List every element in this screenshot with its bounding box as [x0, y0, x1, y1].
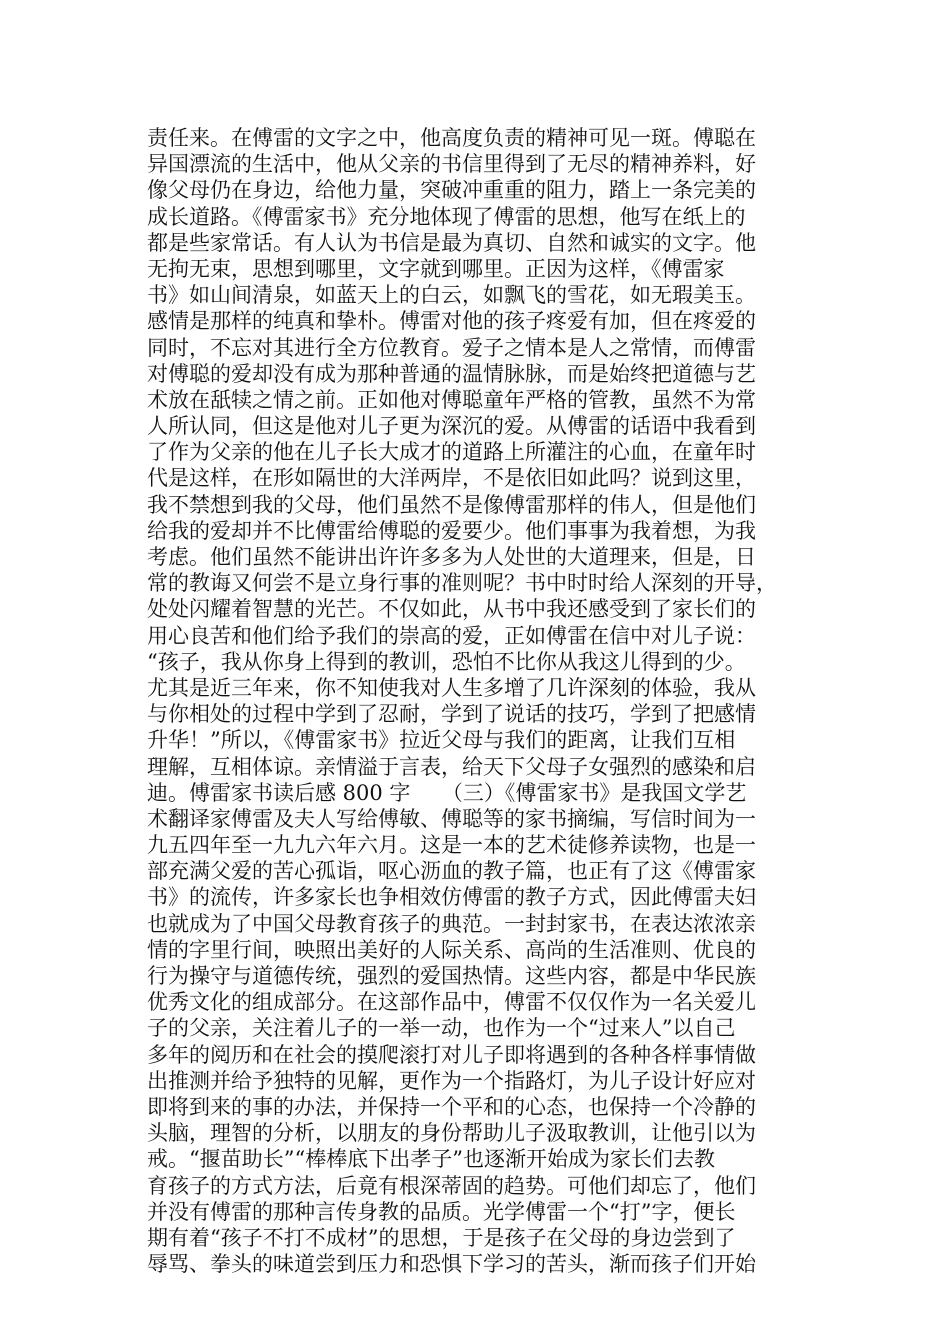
text-line: 迪。傅雷家书读后感 800 字 （三）《傅雷家书》是我国文学艺	[147, 780, 747, 805]
text-line: 出推测并给予独特的见解，更作为一个指路灯，为儿子设计好应对	[147, 1068, 756, 1093]
text-line: 我不禁想到我的父母，他们虽然不是像傅雷那样的伟人，但是他们	[147, 492, 756, 517]
text-line: 期有着“孩子不打不成材”的思想，于是孩子在父母的身边尝到了	[147, 1225, 736, 1250]
text-line: 头脑，理智的分析，以朋友的身份帮助儿子汲取教训，让他引以为	[147, 1121, 756, 1146]
text-line: 与你相处的过程中学到了忍耐，学到了说话的技巧，学到了把感情	[147, 702, 756, 727]
text-line: 理解，互相体谅。亲情溢于言表，给天下父母子女强烈的感染和启	[147, 754, 756, 779]
text-line: 优秀文化的组成部分。在这部作品中，傅雷不仅仅作为一名关爱儿	[147, 990, 756, 1015]
text-line: 用心良苦和他们给予我们的崇高的爱，正如傅雷在信中对儿子说：	[147, 623, 756, 648]
text-line: 术放在舐犊之情之前。正如他对傅聪童年严格的管教，虽然不为常	[147, 387, 756, 412]
text-line: 书》的流传，许多家长也争相效仿傅雷的教子方式，因此傅雷夫妇	[147, 885, 756, 910]
text-line: 多年的阅历和在社会的摸爬滚打对儿子即将遇到的各种各样事情做	[147, 1042, 756, 1067]
text-line: “孩子，我从你身上得到的教训，恐怕不比你从我这儿得到的少。	[147, 649, 746, 674]
text-line: 尤其是近三年来，你不知使我对人生多增了几许深刻的体验，我从	[147, 675, 756, 700]
text-line: 处处闪耀着智慧的光芒。不仅如此，从书中我还感受到了家长们的	[147, 597, 756, 622]
text-line: 情的字里行间，映照出美好的人际关系、高尚的生活准则、优良的	[147, 937, 756, 962]
text-line: 升华！”所以，《傅雷家书》拉近父母与我们的距离，让我们互相	[147, 728, 736, 753]
text-line: 并没有傅雷的那种言传身教的品质。光学傅雷一个“打”字，便长	[147, 1199, 736, 1224]
text-line: 人所认同，但这是他对儿子更为深沉的爱。从傅雷的话语中我看到	[147, 414, 756, 439]
text-line: 责任来。在傅雷的文字之中，他高度负责的精神可见一斑。傅聪在	[147, 126, 756, 150]
text-line: 像父母仍在身边，给他力量，突破冲重重的阻力，踏上一条完美的	[147, 178, 756, 203]
text-line: 书》如山间清泉，如蓝天上的白云，如飘飞的雪花，如无瑕美玉。	[147, 283, 756, 308]
text-line: 无拘无束，思想到哪里，文字就到哪里。正因为这样，《傅雷家	[147, 256, 725, 281]
text-line: 异国漂流的生活中，他从父亲的书信里得到了无尽的精神养料，好	[147, 152, 756, 177]
text-line: 术翻译家傅雷及夫人写给傅敏、傅聪等的家书摘编，写信时间为一	[147, 806, 756, 831]
text-line: 代是这样，在形如隔世的大洋两岸，不是依旧如此吗？说到这里，	[147, 466, 756, 491]
text-line: 育孩子的方式方法，后竟有根深蒂固的趋势。可他们却忘了，他们	[147, 1173, 756, 1198]
text-line: 成长道路。《傅雷家书》充分地体现了傅雷的思想，他写在纸上的	[147, 204, 746, 229]
text-line: 都是些家常话。有人认为书信是最为真切、自然和诚实的文字。他	[147, 230, 756, 255]
text-line: 也就成为了中国父母教育孩子的典范。一封封家书，在表达浓浓亲	[147, 911, 756, 936]
text-line: 子的父亲，关注着儿子的一举一动，也作为一个“过来人”以自己	[147, 1016, 736, 1041]
text-line: 即将到来的事的办法，并保持一个平和的心态，也保持一个冷静的	[147, 1094, 756, 1119]
text-line: 考虑。他们虽然不能讲出许许多多为人处世的大道理来，但是，日	[147, 545, 756, 569]
text-line: 了作为父亲的他在儿子长大成才的道路上所灌注的心血，在童年时	[147, 440, 756, 465]
text-line: 给我的爱却并不比傅雷给傅聪的爱要少。他们事事为我着想，为我	[147, 518, 756, 543]
text-line: 辱骂、拳头的味道尝到压力和恐惧下学习的苦头，渐而孩子们开始	[147, 1252, 756, 1277]
body-text	[147, 125, 807, 1277]
text-line: 感情是那样的纯真和挚朴。傅雷对他的孩子疼爱有加，但在疼爱的	[147, 309, 756, 334]
text-line: 部充满父爱的苦心孤诣，呕心沥血的教子篇，也正有了这《傅雷家	[147, 859, 756, 884]
text-line: 九五四年至一九九六年六月。这是一本的艺术徒修养读物，也是一	[147, 833, 756, 858]
text-line: 对傅聪的爱却没有成为那种普通的温情脉脉，而是始终把道德与艺	[147, 361, 756, 386]
text-line: 常的教诲又何尝不是立身行事的准则呢？书中时时给人深刻的开导，	[147, 571, 777, 596]
text-line: 同时，不忘对其进行全方位教育。爱子之情本是人之常情，而傅雷	[147, 335, 756, 360]
text-line: 戒。“揠苗助长”“棒棒底下出孝子”也逐渐开始成为家长们去教	[147, 1147, 715, 1172]
text-line: 行为操守与道德传统，强烈的爱国热情。这些内容，都是中华民族	[147, 964, 756, 988]
